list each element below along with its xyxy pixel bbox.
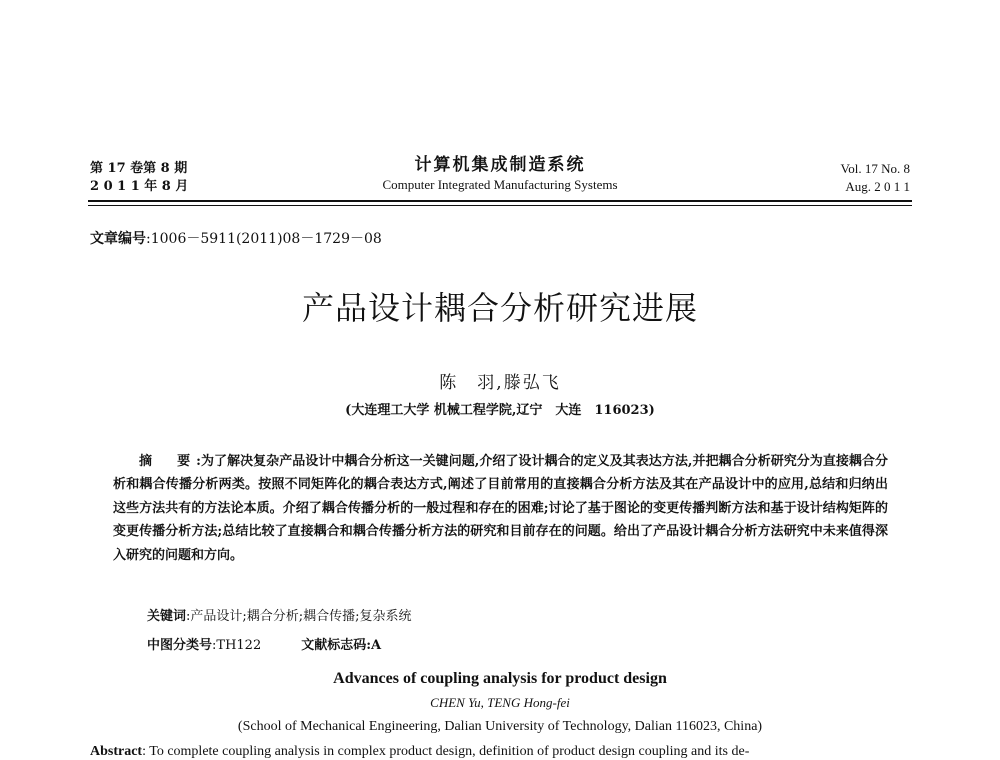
header-rule-thick	[88, 200, 912, 202]
date-en: Aug. 2 0 1 1	[845, 179, 910, 194]
issue-volume: 第 17 卷第 8 期	[90, 161, 188, 176]
abstract-en	[90, 744, 920, 760]
article-number	[90, 228, 382, 248]
volume-en: Vol. 17 No. 8	[840, 161, 910, 176]
abstract-cn-text: :为了解决复杂产品设计中耦合分析这一关键问题,介绍了设计耦合的定义及其表达方法,并把耦合分析研究分为直接耦合分析和耦合传播分析两类。按照不同矩阵化的耦合表达方式,阐述了目前常用的直接耦合分析方法及其在产品设计中的应用,总结和归纳出这些方法共有的方法论本质。介绍了耦合传播分析的一般过程和存在的困难;讨论了基于图论的变更传播判断方法和基于设计结构矩阵的变更传播分析方法;总结比较了直接耦合和耦合传播分析方法的研究和目前存在的问题。给出了产品设计耦合分析方法研究中未来值得深入研究的问题和方向。	[113, 454, 888, 563]
abstract-cn-label: 摘 要	[139, 454, 197, 469]
issue-date: 2 0 1 1 年 8 月	[90, 179, 189, 194]
classification	[147, 634, 381, 653]
doc-code-label: 文献标志码	[301, 638, 367, 653]
authors-en: CHEN Yu, TENG Hong-fei	[430, 695, 570, 710]
abstract-cn	[113, 450, 888, 567]
keywords-cn-text: :产品设计;耦合分析;耦合传播;复杂系统	[186, 609, 412, 624]
authors-cn: 陈 羽,滕弘飞	[439, 373, 561, 393]
paper-title-cn: 产品设计耦合分析研究进展	[301, 289, 698, 327]
keywords-cn	[147, 605, 412, 624]
article-number-label: 文章编号	[90, 231, 146, 247]
keywords-cn-label: 关键词	[147, 609, 187, 624]
header-rule-thin	[88, 205, 912, 206]
article-number-value: :1006－5911(2011)08－1729－08	[146, 231, 382, 247]
abstract-en-label: Abstract	[90, 744, 143, 759]
journal-name-en: Computer Integrated Manufacturing Systems	[382, 177, 618, 192]
affiliation-en: (School of Mechanical Engineering, Dalian University of Technology, Dalian 116023, China)	[237, 719, 763, 734]
abstract-en-text: : To complete coupling analysis in complex product design, definition of product design coupling and its de-	[142, 744, 750, 759]
doc-code-value: :A	[366, 638, 382, 653]
paper-title-en: Advances of coupling analysis for product design	[333, 670, 667, 687]
clc-value: :TH122	[212, 638, 262, 653]
clc-label: 中图分类号	[147, 638, 213, 653]
affiliation-cn: (大连理工大学 机械工程学院,辽宁 大连 116023)	[345, 403, 655, 418]
issue-info-en	[841, 160, 910, 196]
journal-name-cn: 计算机集成制造系统	[414, 155, 586, 175]
